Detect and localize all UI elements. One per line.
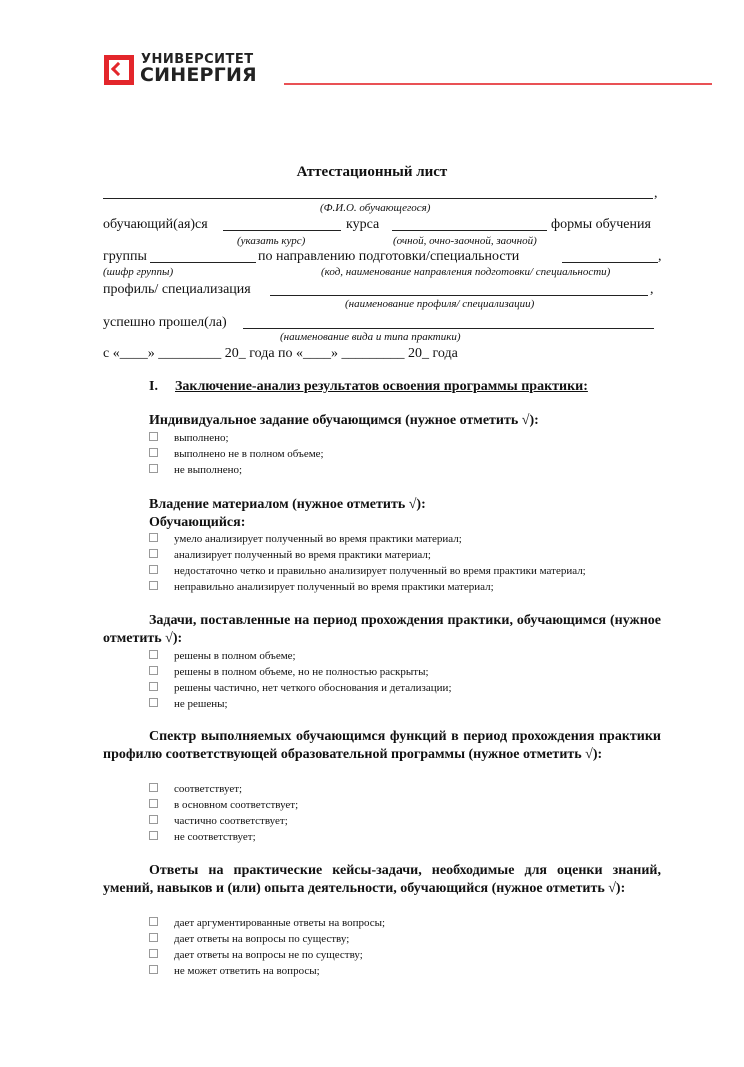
study-form-field[interactable]: [392, 230, 547, 231]
practice-type-field[interactable]: [243, 328, 654, 329]
checkbox-icon[interactable]: [149, 448, 158, 457]
group-heading: Спектр выполняемых обучающимся функций в период прохождения практики профилю соответствующей образовательной программы (нужное отметить √):: [103, 729, 661, 762]
checklist: [149, 531, 586, 595]
checkbox-icon[interactable]: [149, 917, 158, 926]
checklist-item[interactable]: выполнено;: [149, 430, 324, 446]
checkbox-icon[interactable]: [149, 831, 158, 840]
profile-field[interactable]: [270, 295, 648, 296]
course-caption: (указать курс): [237, 235, 306, 247]
checkbox-icon[interactable]: [149, 783, 158, 792]
checkbox-icon[interactable]: [149, 682, 158, 691]
group-label: группы: [103, 249, 147, 264]
student-label: обучающий(ая)ся: [103, 217, 208, 232]
checkbox-icon[interactable]: [149, 549, 158, 558]
course-label: курса: [346, 217, 380, 232]
direction-caption: (код, наименование направления подготовки/ специальности): [321, 266, 611, 278]
profile-label: профиль/ специализация: [103, 282, 251, 297]
section-number: I.: [149, 379, 158, 394]
checkbox-icon[interactable]: [149, 799, 158, 808]
checklist: [149, 915, 385, 979]
checklist-item[interactable]: соответствует;: [149, 781, 298, 797]
group-heading: Индивидуальное задание обучающимся (нужное отметить √):: [149, 413, 539, 428]
fio-field[interactable]: [103, 198, 653, 199]
checkbox-icon[interactable]: [149, 815, 158, 824]
checklist-item[interactable]: частично соответствует;: [149, 813, 298, 829]
checklist-item[interactable]: дает аргументированные ответы на вопросы;: [149, 915, 385, 931]
profile-caption: (наименование профиля/ специализации): [345, 298, 535, 310]
checklist-item[interactable]: не соответствует;: [149, 829, 298, 845]
date-range-line[interactable]: с «____» _________ 20_ года по «____» _________ 20_ года: [103, 346, 458, 361]
logo-text-line2: СИНЕРГИЯ: [140, 64, 257, 86]
checklist-item[interactable]: решены в полном объеме;: [149, 648, 452, 664]
checkbox-icon[interactable]: [149, 565, 158, 574]
fio-comma: ,: [654, 186, 658, 201]
checklist-item[interactable]: в основном соответствует;: [149, 797, 298, 813]
section-heading: [149, 379, 588, 395]
profile-comma: ,: [650, 282, 654, 297]
group-subheading: Обучающийся:: [149, 515, 246, 530]
checkbox-icon[interactable]: [149, 464, 158, 473]
checklist-item[interactable]: не выполнено;: [149, 462, 324, 478]
checkbox-icon[interactable]: [149, 698, 158, 707]
checkbox-icon[interactable]: [149, 533, 158, 542]
practice-type-caption: (наименование вида и типа практики): [280, 331, 461, 343]
group-heading: Задачи, поставленные на период прохождения практики, обучающимся (нужное отметить √):: [103, 613, 661, 646]
study-form-caption: (очной, очно-заочной, заочной): [393, 235, 537, 247]
direction-comma: ,: [658, 249, 662, 264]
checklist-item[interactable]: не может ответить на вопросы;: [149, 963, 385, 979]
logo-mark: [104, 55, 134, 85]
checklist-item[interactable]: решены частично, нет четкого обоснования и детализации;: [149, 680, 452, 696]
group-heading: Владение материалом (нужное отметить √):: [149, 497, 426, 512]
practice-passed-label: успешно прошел(ла): [103, 315, 227, 330]
document-title: Аттестационный лист: [296, 164, 448, 180]
checkbox-icon[interactable]: [149, 965, 158, 974]
checkbox-icon[interactable]: [149, 581, 158, 590]
checklist-item[interactable]: анализирует полученный во время практики материал;: [149, 547, 586, 563]
group-field[interactable]: [150, 262, 256, 263]
course-field[interactable]: [223, 230, 341, 231]
group-caption: (шифр группы): [103, 266, 174, 278]
checklist-item[interactable]: дает ответы на вопросы не по существу;: [149, 947, 385, 963]
checklist-item[interactable]: выполнено не в полном объеме;: [149, 446, 324, 462]
header-divider: [284, 83, 712, 85]
checkbox-icon[interactable]: [149, 933, 158, 942]
checklist: [149, 648, 452, 712]
checklist-item[interactable]: не решены;: [149, 696, 452, 712]
checklist-item[interactable]: дает ответы на вопросы по существу;: [149, 931, 385, 947]
direction-label: по направлению подготовки/специальности: [258, 249, 520, 264]
direction-field[interactable]: [562, 262, 658, 263]
group-heading: Ответы на практические кейсы-задачи, необходимые для оценки знаний, умений, навыков и (или) опыта деятельности, обучающийся (нужное отметить √):: [103, 863, 661, 896]
checklist-item[interactable]: умело анализирует полученный во время практики материал;: [149, 531, 586, 547]
checkbox-icon[interactable]: [149, 432, 158, 441]
fio-caption: (Ф.И.О. обучающегося): [320, 202, 431, 214]
logo-text-line1: УНИВЕРСИТЕТ: [141, 52, 254, 67]
section-title: Заключение-анализ результатов освоения программы практики:: [175, 379, 588, 394]
checkbox-icon[interactable]: [149, 650, 158, 659]
checkbox-icon[interactable]: [149, 949, 158, 958]
study-form-label: формы обучения: [551, 217, 651, 232]
checklist-item[interactable]: неправильно анализирует полученный во время практики материал;: [149, 579, 586, 595]
checklist-item[interactable]: недостаточно четко и правильно анализирует полученный во время практики материал;: [149, 563, 586, 579]
checklist: [149, 781, 298, 845]
checklist: [149, 430, 324, 478]
checklist-item[interactable]: решены в полном объеме, но не полностью раскрыты;: [149, 664, 452, 680]
checkbox-icon[interactable]: [149, 666, 158, 675]
